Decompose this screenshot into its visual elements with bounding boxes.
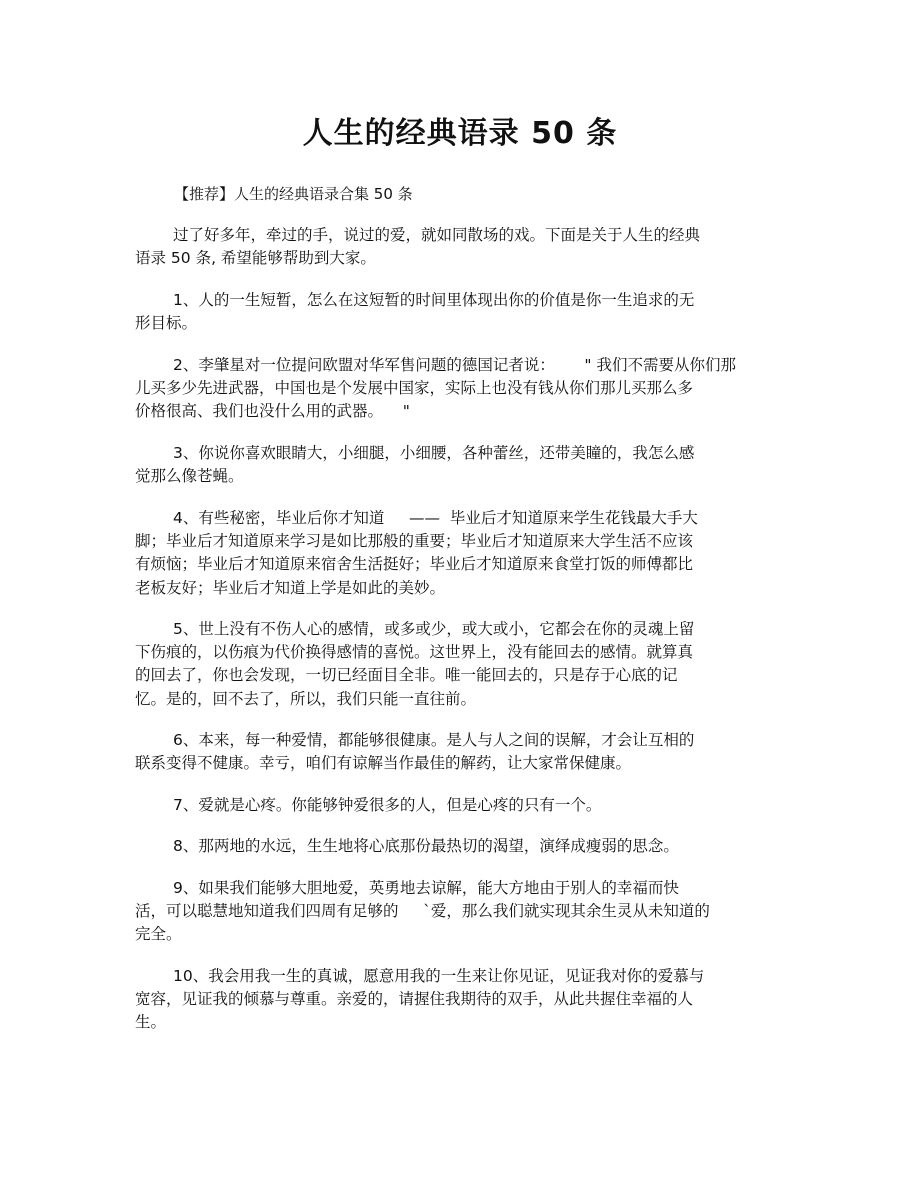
text-line: 6、本来，每一种爱情，都能够很健康。是人与人之间的误解，才会让互相的 (173, 731, 695, 749)
paragraph-item-5 (135, 618, 780, 711)
text-line: 脚；毕业后才知道原来学习是如比那般的重要；毕业后才知道原来大学生活不应该 (135, 532, 694, 551)
paragraph-item-3 (135, 442, 780, 488)
text-line: 完全。 (135, 925, 182, 944)
text-line: 9、如果我们能够大胆地爱，英勇地去谅解，能大方地由于别人的幸福而快 (173, 879, 679, 897)
paragraph-item-9 (135, 877, 780, 947)
text-line: 2、李肇星对一位提问欧盟对华军售问题的德国记者说： " 我们不需要从你们那 (173, 356, 736, 374)
text-line: 语录 50 条, 希望能够帮助到大家。 (135, 249, 376, 268)
text-line: 8、那两地的水远，生生地将心底那份最热切的渴望，演绎成瘦弱的思念。 (173, 837, 679, 855)
text-line: 宽容，见证我的倾慕与尊重。亲爱的，请握住我期待的双手，从此共握住幸福的人 (135, 990, 694, 1009)
paragraph-item-10 (135, 965, 780, 1035)
document-title: 人生的经典语录 50 条 (302, 116, 618, 151)
text-line: 过了好多年，牵过的手，说过的爱，就如同散场的戏。下面是关于人生的经典 (173, 226, 701, 244)
text-line: 10、我会用我一生的真诚，愿意用我的一生来让你见证，见证我对你的爱慕与 (173, 967, 705, 985)
text-line: 觉那么像苍蝇。 (135, 467, 244, 486)
text-line: 忆。是的，回不去了，所以，我们只能一直往前。 (135, 689, 477, 708)
paragraph-item-6 (135, 729, 780, 775)
text-line: 有烦恼；毕业后才知道原来宿舍生活挺好；毕业后才知道原来食堂打饭的师傅都比 (135, 555, 694, 574)
text-line: 老板友好；毕业后才知道上学是如此的美妙。 (135, 578, 446, 597)
text-line: 联系变得不健康。幸亏，咱们有谅解当作最佳的解药，让大家常保健康。 (135, 754, 632, 773)
text-line: 5、世上没有不伤人心的感情，或多或少，或大或小，它都会在你的灵魂上留 (173, 620, 695, 638)
text-line: 的回去了，你也会发现，一切已经面目全非。唯一能回去的，只是存于心底的记 (135, 666, 678, 685)
paragraph-item-2 (135, 354, 780, 424)
text-line: 生。 (135, 1013, 167, 1032)
text-line: 儿买多少先进武器，中国也是个发展中国家，实际上也没有钱从你们那儿买那么多 (135, 379, 694, 398)
text-line: 形目标。 (135, 314, 198, 333)
text-line: 活，可以聪慧地知道我们四周有足够的 `爱，那么我们就实现其余生灵从未知道的 (135, 902, 710, 921)
text-line: 7、爱就是心疼。你能够钟爱很多的人，但是心疼的只有一个。 (173, 796, 602, 814)
text-line: 4、有些秘密，毕业后你才知道 —— 毕业后才知道原来学生花钱最大手大 (173, 509, 698, 527)
paragraph-item-8 (135, 835, 780, 858)
paragraph-item-7 (135, 794, 780, 817)
paragraph-item-1 (135, 289, 780, 335)
text-line: 1、人的一生短暂，怎么在这短暂的时间里体现出你的价值是你一生追求的无 (173, 291, 695, 309)
document-subtitle: 【推荐】人生的经典语录合集 50 条 (174, 185, 413, 203)
paragraph-intro (135, 224, 780, 270)
paragraph-item-4 (135, 507, 780, 600)
text-line: 价格很高、我们也没什么用的武器。 " (135, 402, 410, 421)
text-line: 3、你说你喜欢眼睛大，小细腿，小细腰，各种蕾丝，还带美瞳的，我怎么感 (173, 444, 695, 462)
text-line: 下伤痕的，以伤痕为代价换得感情的喜悦。这世界上，没有能回去的感情。就算真 (135, 643, 694, 662)
